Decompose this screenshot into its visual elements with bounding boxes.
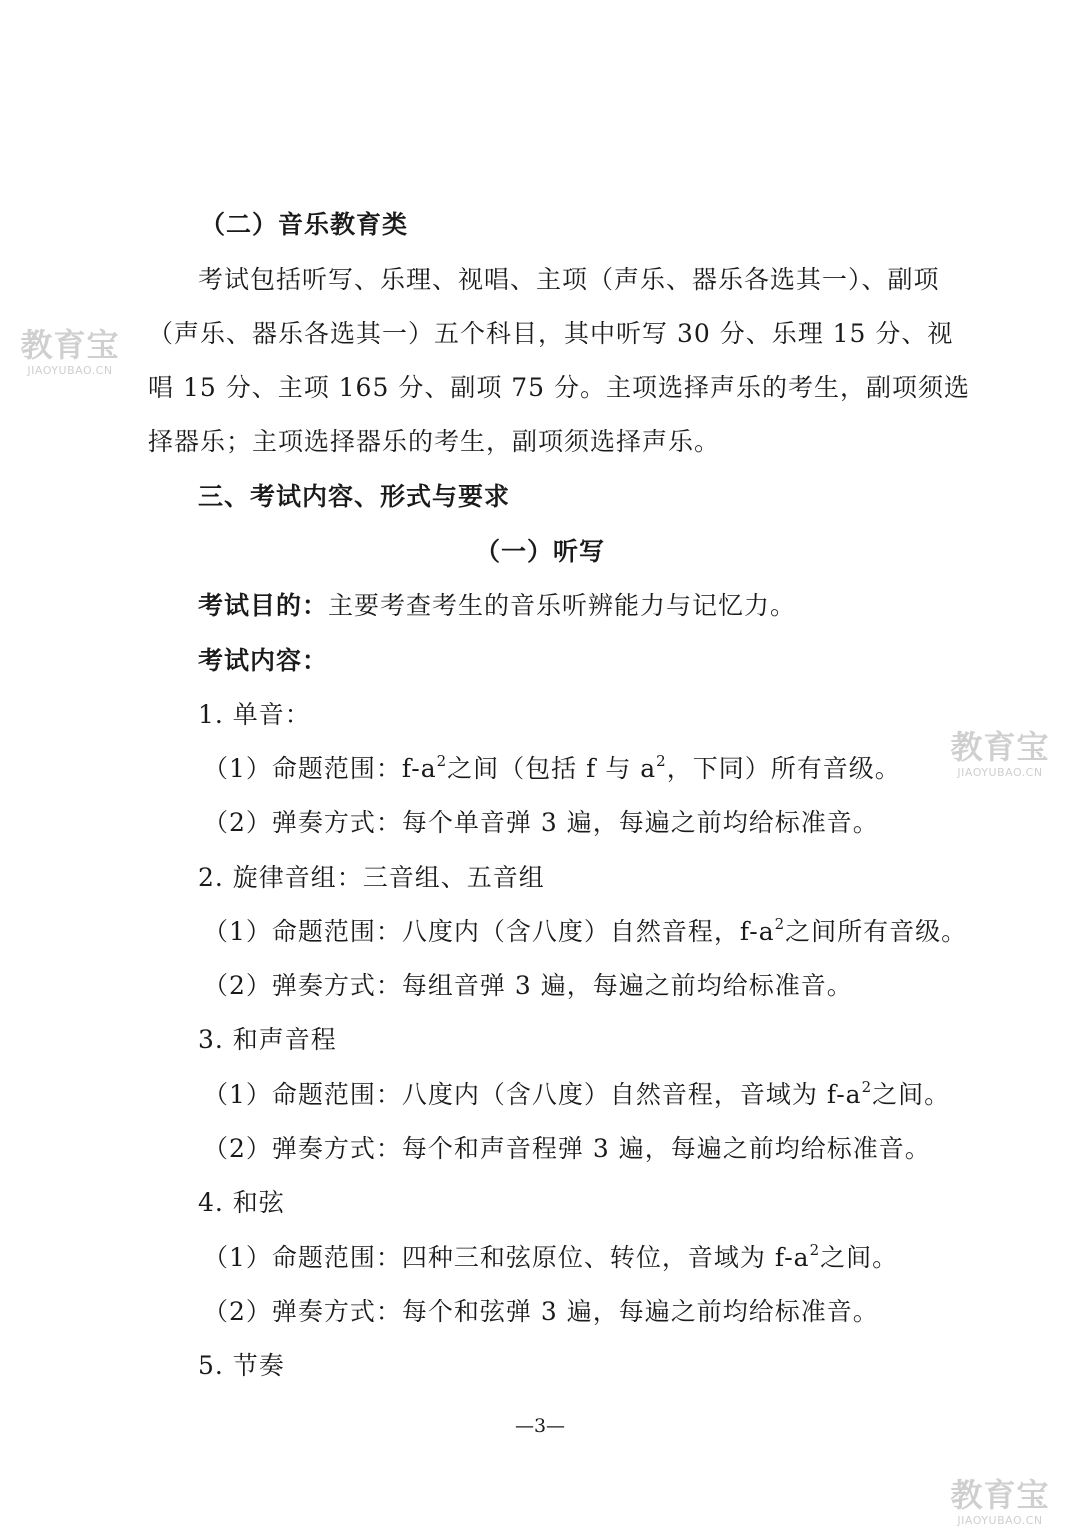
item-2-range: （1）命题范围：八度内（含八度）自然音程，$f-a^2$之间所有音级。	[203, 915, 968, 946]
item-3-method: （2）弹奏方式：每个和声音程弹 3 遍，每遍之前均给标准音。	[203, 1134, 931, 1163]
item-1-method: （2）弹奏方式：每个单音弹 3 遍，每遍之前均给标准音。	[203, 808, 879, 837]
exam-content-label: 考试内容：	[198, 646, 329, 675]
superscript: 2	[656, 752, 667, 770]
item-2-method: （2）弹奏方式：每组音弹 3 遍，每遍之前均给标准音。	[203, 971, 853, 1000]
page-number: —3—	[514, 1415, 566, 1437]
item-2-title: 2. 旋律音组：三音组、五音组	[198, 863, 545, 892]
item-3-range: （1）命题范围：八度内（含八度）自然音程，音域为 $f-a^2$之间。	[203, 1078, 951, 1109]
paragraph-line-4: 择器乐；主项选择器乐的考生，副项须选择声乐。	[148, 427, 721, 456]
part-heading-exam-content: 三、考试内容、形式与要求	[198, 482, 511, 511]
item-4-range: （1）命题范围：四种三和弦原位、转位，音域为 $f-a^2$之间。	[203, 1241, 899, 1272]
exam-purpose-label: 考试目的：	[198, 591, 329, 620]
watermark-logo: 教育宝 JIAOYUBAO.CN	[20, 326, 120, 377]
item-1-title: 1. 单音：	[198, 700, 311, 729]
superscript: 2	[774, 915, 786, 933]
item-4-method: （2）弹奏方式：每个和弦弹 3 遍，每遍之前均给标准音。	[203, 1297, 879, 1326]
paragraph-line-3: 唱 15 分、主项 165 分、副项 75 分。主项选择声乐的考生，副项须选	[148, 373, 971, 402]
item-5-title: 5. 节奏	[198, 1351, 285, 1380]
watermark-logo: 教育宝 JIAOYUBAO.CN	[950, 728, 1050, 779]
item-1-range: （1）命题范围：$f-a^2$之间（包括 f 与 $a^2$，下同）所有音级。	[203, 752, 901, 783]
paragraph-line-2: （声乐、器乐各选其一）五个科目，其中听写 30 分、乐理 15 分、视	[148, 319, 954, 348]
subsection-heading-dictation: （一）听写	[474, 537, 605, 566]
exam-purpose	[198, 590, 796, 622]
section-heading-music-education: （二）音乐教育类	[200, 210, 409, 239]
watermark-logo: 教育宝 JIAOYUBAO.CN	[950, 1476, 1050, 1527]
paragraph-line-1: 考试包括听写、乐理、视唱、主项（声乐、器乐各选其一）、副项	[198, 265, 940, 294]
superscript: 2	[861, 1078, 873, 1096]
superscript: 2	[809, 1241, 821, 1259]
item-4-title: 4. 和弦	[198, 1188, 285, 1217]
item-3-title: 3. 和声音程	[198, 1025, 337, 1054]
superscript: 2	[436, 752, 448, 770]
exam-purpose-text: 主要考查考生的音乐听辨能力与记忆力。	[328, 591, 797, 620]
